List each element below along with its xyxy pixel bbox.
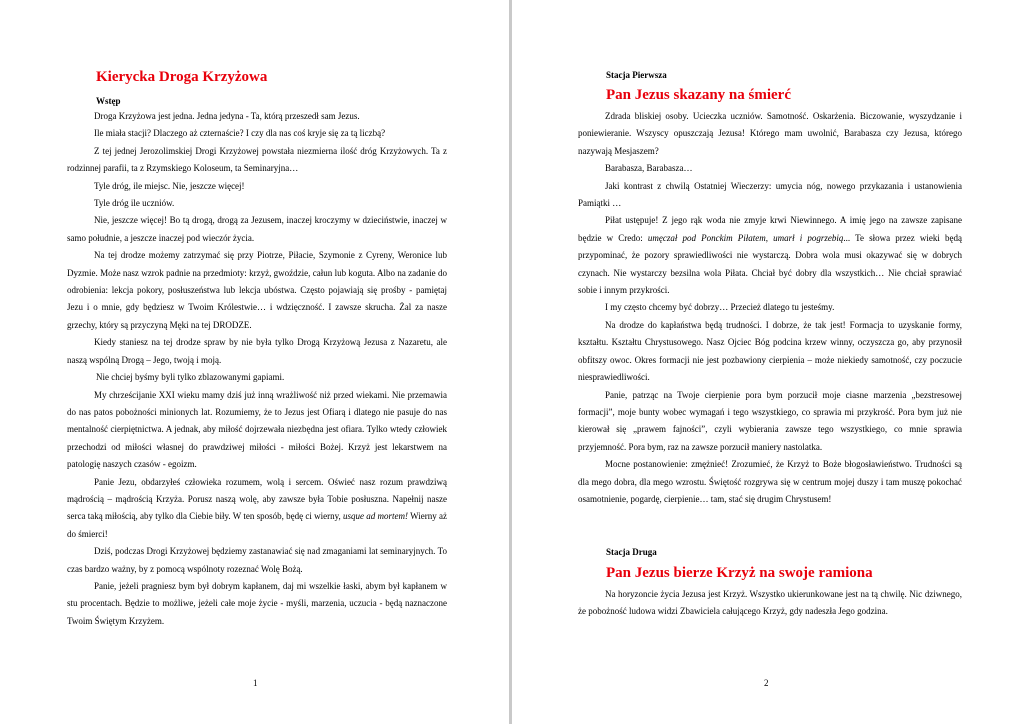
paragraph: Panie, jeżeli pragniesz bym był dobrym kapłanem, daj mi wszelkie łaski, abym był kapłanem w stu procentach. Będzie to możliwe, jeżeli całe moje życie - myśli, marzenia, uczucia - będą naznaczone Twoim Świętym Krzyżem. [67,580,447,626]
paragraph: Tyle dróg ile uczniów. [94,198,175,209]
paragraph: Nie, jeszcze więcej! Bo tą drogą, drogą za Jezusem, inaczej kroczymy w dzieciństwie, inaczej w samo południe, a jeszcze inaczej pod wieczór życia. [67,215,447,243]
page-1 [0,0,509,724]
paragraph-text: Piłat ustępuje! Z jego rąk woda nie zmyje krwi Niewinnego. A imię jego na zawsze zapisane będzie w Credo: [578,215,962,243]
paragraph-text: ... Te słowa przez wieki będą przypominać, że pozory sprawiedliwości nie wystarczą. Dobra wola musi okazywać się w dobrych czynach. Nie wystarczy bezsilna wola Piłata. Chciał być dobry dla wszystkich… Nie chciał sprawiać sobie i innym przykrości. [578,232,962,296]
station-1-body [578,108,962,508]
paragraph: Barabasza, Barabasza… [605,163,693,174]
paragraph: Ile miała stacji? Dlaczego aż czternaście? I czy dla nas coś kryje się za tą liczbą? [94,128,386,139]
paragraph: Na drodze do kapłaństwa będą trudności. I dobrze, że tak jest! Formacja to uzyskanie formy, kształtu. Kształtu Chrystusowego. Nasz Ojciec Bóg podcina krzew winny, oczyszcza go, aby przynosił obfitszy owoc. Okres formacji nie jest pozbawiony cierpienia – może niekiedy samotność, czy poczucie niesprawiedliwości. [578,319,962,383]
paragraph: Droga Krzyżowa jest jedna. Jedna jedyna - Ta, którą przeszedł sam Jezus. [94,111,360,121]
paragraph: Mocne postanowienie: zmężnieć! Zrozumieć, że Krzyż to Boże błogosławieństwo. Trudności są dla mego dobra, dla mego wzrostu. Świętość rozgrywa się w centrum mojej duszy i tam muszę pokochać osamotnienie, pogardę, cierpienie… tam, stać się drugim Chrystusem! [578,459,962,504]
paragraph [67,474,447,544]
paragraph-text: Panie Jezu, obdarzyłeś człowieka rozumem, wolą i sercem. Oświeć nasz rozum prawdziwą mądrością – mądrością Krzyża. Porusz naszą wolę, aby zawsze była Tobie posłuszna. Napełnij nasze serca taką miłością, aby tylko dla Ciebie biły. W ten sposób, będę ci wierny, [67,476,447,522]
station-label-2: Stacja Druga [606,547,657,557]
paragraph: Na tej drodze możemy zatrzymać się przy Piotrze, Piłacie, Szymonie z Cyreny, Weronice lub Dyzmie. Może nasz wzrok padnie na przedmioty: krzyż, gwoździe, całun lub koguta. Albo na zadanie do odrobienia: lekcja pokory, posłuszeństwa lub lekcja ubóstwa. Często pojawiają się prośby - pamiętaj Jezu i o mnie, gdy będziesz w Twoim Królestwie… i wdzięczność. I zawsze skrucha. Żal za nasze grzechy, który są przyczyną Męki na tej DRODZE. [67,250,447,330]
station-title-1: Pan Jezus skazany na śmierć [606,87,791,103]
paragraph: Z tej jednej Jerozolimskiej Drogi Krzyżowej powstała niezmierna ilość dróg Krzyżowych. Ta z rodzinnej parafii, ta z Rzymskiego Koloseum, ta Seminaryjna… [67,145,447,174]
paragraph: Tyle dróg, ile miejsc. Nie, jeszcze więcej! [94,180,245,191]
latin-phrase: usque ad mortem! [343,511,409,522]
page-2 [512,0,1024,724]
page-1-body [67,108,447,630]
paragraph: Zdrada bliskiej osoby. Ucieczka uczniów. Samotność. Oskarżenia. Biczowanie, wyszydzanie i poniewieranie. Wszyscy opuszczają Jezusa! Którego mam uwolnić, Barabasza czy Jezusa, którego nazywają Mesjaszem? [578,111,962,156]
paragraph-text: Wierny aż do śmierci! [67,511,447,539]
station-title-2: Pan Jezus bierze Krzyż na swoje ramiona [606,565,873,581]
paragraph [578,212,962,299]
paragraph: Nie chciej byśmy byli tylko zblazowanymi gapiami. [96,372,285,383]
page-number: 2 [764,678,769,688]
paragraph: I my często chcemy być dobrzy… Przecież dlatego tu jesteśmy. [605,302,835,313]
paragraph: Panie, patrząc na Twoje cierpienie pora bym porzucił moje ciasne marzenia „bezstresowej formacji”, moje bunty wobec wymagań i tego wszystkiego, co sprawia mi przykrość. Pora bym już nie kierował się „prawem fajności”, czyli wybierania zawsze tego wszystkiego, co mnie sprawia przyjemność. Pora bym, raz na zawsze porzucił maniery nastolatka. [578,389,962,452]
paragraph: Jaki kontrast z chwilą Ostatniej Wieczerzy: umycia nóg, nowego przykazania i ustanowienia Pamiątki … [578,180,962,209]
document-title: Kierycka Droga Krzyżowa [96,69,268,85]
paragraph: My chrześcijanie XXI wieku mamy dziś już inną wrażliwość niż przed wiekami. Nie przemawia do nas patos pobożności minionych lat. Rozumiemy, że to Jezus jest Ofiarą i dlatego nie pasuje do nas mentalność cierpiętnictwa. A jednak, aby miłość dojrzewała niezbędna jest ofiara. Tylko wtedy człowiek przechodzi od miłości własnej do prawdziwej miłości - miłości Bożej. Krzyż jest lekarstwem na patologię naszych czasów - egoizm. [67,389,447,470]
paragraph: Kiedy staniesz na tej drodze spraw by nie była tylko Drogą Krzyżową Jezusa z Nazaretu, ale naszą wspólną Drogą – Jego, twoją i moją. [67,337,447,365]
page-number: 1 [253,678,258,688]
paragraph: Na horyzoncie życia Jezusa jest Krzyż. Wszystko ukierunkowane jest na tą chwilę. Nic dziwnego, że pobożność ludowa widzi Zbawiciela całującego Krzyż, gdy nadeszła Jego godzina. [578,589,962,617]
paragraph: Dziś, podczas Drogi Krzyżowej będziemy zastanawiać się nad zmaganiami lat seminaryjnych. To czas bardzo ważny, by z pomocą wspólnoty rozeznać Wolę Bożą. [67,546,447,574]
station-label-1: Stacja Pierwsza [606,70,667,80]
credo-quote: umęczał pod Ponckim Piłatem, umarł i pogrzebią [647,232,844,243]
section-heading-wstep: Wstęp [96,96,121,106]
station-2-body [578,586,962,621]
